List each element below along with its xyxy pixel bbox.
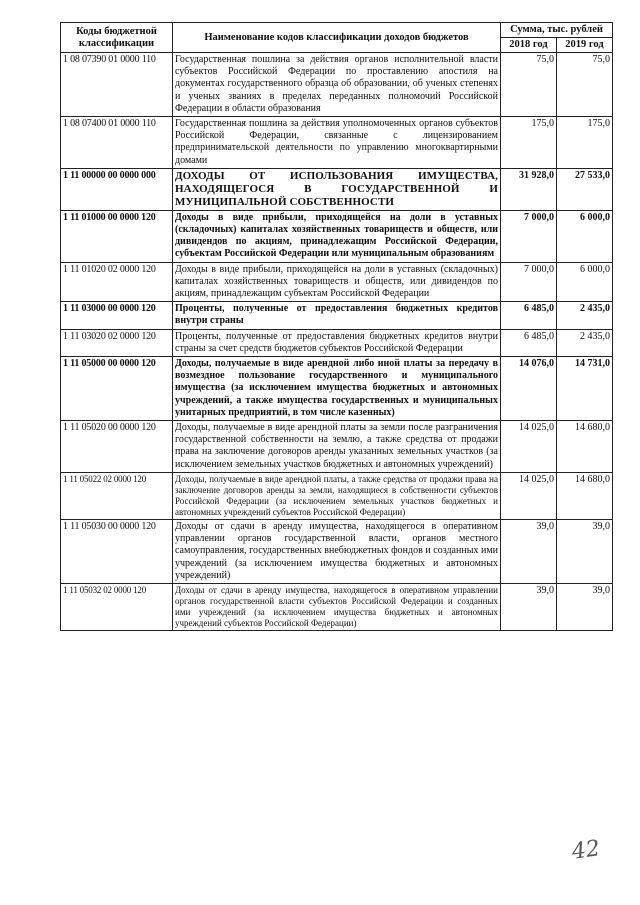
row-value-2019: 14 680,0: [557, 472, 613, 519]
row-value-2018: 31 928,0: [501, 168, 557, 210]
row-value-2019: 175,0: [557, 117, 613, 169]
row-code: 1 11 03020 02 0000 120: [61, 329, 173, 356]
row-code: 1 11 05030 00 0000 120: [61, 519, 173, 583]
row-value-2018: 7 000,0: [501, 262, 557, 302]
header-codes: Коды бюджетной классификации: [61, 23, 173, 53]
row-value-2019: 75,0: [557, 53, 613, 117]
row-value-2019: 39,0: [557, 519, 613, 583]
table-header-row: [61, 23, 613, 38]
row-value-2018: 14 025,0: [501, 472, 557, 519]
header-year-2018: 2018 год: [501, 38, 557, 53]
header-year-2019: 2019 год: [557, 38, 613, 53]
row-value-2018: 175,0: [501, 117, 557, 169]
row-value-2019: 14 680,0: [557, 421, 613, 473]
table-row: [61, 519, 613, 583]
row-name: Доходы, получаемые в виде арендной платы, а также средства от продажи права на заключение договоров аренды за земли, находящиеся в собственности субъектов Российской Федерации (за исключением земельных участков бюджетных и автономных учреждений субъектов Российской Федерации): [173, 472, 501, 519]
row-code: 1 11 05032 02 0000 120: [61, 583, 173, 630]
row-name: Государственная пошлина за действия уполномоченных органов субъектов Российской Федерации, связанные с лицензированием предпринимательской деятельности по управлению многоквартирными домами: [173, 117, 501, 169]
table-row: [61, 583, 613, 630]
table-row-section: [61, 168, 613, 210]
row-value-2018: 39,0: [501, 583, 557, 630]
header-sum: Сумма, тыс. рублей: [501, 23, 613, 38]
row-value-2019: 14 731,0: [557, 357, 613, 421]
row-value-2018: 7 000,0: [501, 210, 557, 262]
row-name: Доходы в виде прибыли, приходящейся на доли в уставных (складочных) капиталах хозяйственных товариществ и обществ, или дивидендов по акциям, принадлежащим Российской Федерации, субъектам Российской Федерации или муниципальным образованиям: [173, 210, 501, 262]
budget-revenue-table: [60, 22, 613, 631]
row-name: ДОХОДЫ ОТ ИСПОЛЬЗОВАНИЯ ИМУЩЕСТВА, НАХОДЯЩЕГОСЯ В ГОСУДАРСТВЕННОЙ И МУНИЦИПАЛЬНОЙ СОБСТВЕННОСТИ: [173, 168, 501, 210]
row-code: 1 11 05000 00 0000 120: [61, 357, 173, 421]
row-name: Доходы в виде прибыли, приходящейся на доли в уставных (складочных) капиталах хозяйственных товариществ и обществ, или дивидендов по акциям, принадлежащим субъектам Российской Федерации: [173, 262, 501, 302]
row-value-2018: 75,0: [501, 53, 557, 117]
row-code: 1 11 05020 00 0000 120: [61, 421, 173, 473]
row-value-2019: 6 000,0: [557, 210, 613, 262]
row-code: 1 11 00000 00 0000 000: [61, 168, 173, 210]
row-code: 1 11 05022 02 0000 120: [61, 472, 173, 519]
row-value-2019: 27 533,0: [557, 168, 613, 210]
row-value-2018: 6 485,0: [501, 329, 557, 356]
row-code: 1 11 01000 00 0000 120: [61, 210, 173, 262]
table-row-subtotal: [61, 210, 613, 262]
row-name: Доходы от сдачи в аренду имущества, находящегося в оперативном управлении органов государственной власти субъектов Российской Федерации и созданных ими учреждений (за исключением имущества бюджетных и автономных учреждений субъектов Российской Федерации): [173, 583, 501, 630]
page-number: 42: [570, 836, 602, 865]
row-name: Государственная пошлина за действия органов исполнительной власти субъектов Российской Федерации по проставлению апостиля на документах государственного образца об образовании, об ученых степенях и ученых званиях в пределах переданных полномочий Российской Федерации в области образования: [173, 53, 501, 117]
row-value-2018: 39,0: [501, 519, 557, 583]
table-row-subtotal: [61, 357, 613, 421]
row-code: 1 08 07390 01 0000 110: [61, 53, 173, 117]
row-value-2019: 39,0: [557, 583, 613, 630]
table-row: [61, 262, 613, 302]
table-row-subtotal: [61, 302, 613, 329]
row-value-2018: 14 025,0: [501, 421, 557, 473]
row-name: Проценты, полученные от предоставления бюджетных кредитов внутри страны: [173, 302, 501, 329]
row-code: 1 11 01020 02 0000 120: [61, 262, 173, 302]
table-row: [61, 329, 613, 356]
table-row: [61, 117, 613, 169]
row-name: Доходы от сдачи в аренду имущества, находящегося в оперативном управлении органов государственной власти, органов местного самоуправления, государственных внебюджетных фондов и созданных ими учреждений (за исключением имущества бюджетных и автономных учреждений): [173, 519, 501, 583]
table-row: [61, 472, 613, 519]
row-value-2019: 2 435,0: [557, 302, 613, 329]
table-row: [61, 421, 613, 473]
row-value-2019: 6 000,0: [557, 262, 613, 302]
row-value-2018: 14 076,0: [501, 357, 557, 421]
row-name: Доходы, получаемые в виде арендной платы за земли после разграничения государственной собственности на землю, а также средства от продажи права на заключение договоров аренды указанных земельных участков (за исключением земельных участков бюджетных и автономных учреждений): [173, 421, 501, 473]
table-row: [61, 53, 613, 117]
row-code: 1 11 03000 00 0000 120: [61, 302, 173, 329]
row-name: Доходы, получаемые в виде арендной либо иной платы за передачу в возмездное пользование государственного и муниципального имущества (за исключением имущества бюджетных и автономных учреждений, а также имущества государственных и муниципальных унитарных предприятий, в том числе казенных): [173, 357, 501, 421]
row-code: 1 08 07400 01 0000 110: [61, 117, 173, 169]
header-name: Наименование кодов классификации доходов бюджетов: [173, 23, 501, 53]
row-value-2019: 2 435,0: [557, 329, 613, 356]
row-name: Проценты, полученные от предоставления бюджетных кредитов внутри страны за счет средств бюджетов субъектов Российской Федерации: [173, 329, 501, 356]
row-value-2018: 6 485,0: [501, 302, 557, 329]
